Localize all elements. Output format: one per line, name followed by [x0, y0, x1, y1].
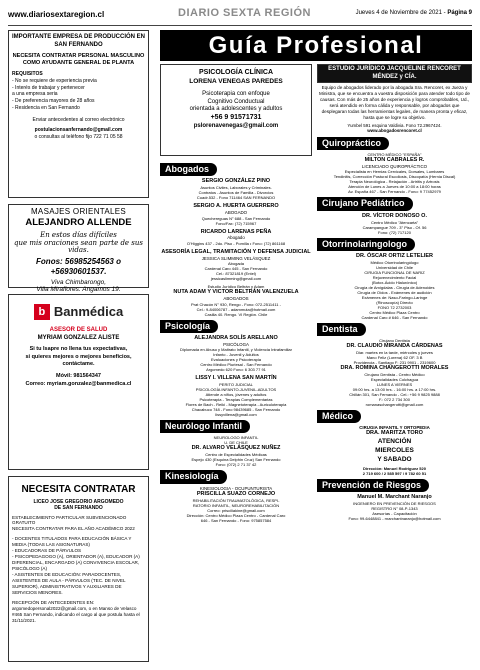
- listing-line: Asesorías - Capacitación: [372, 510, 417, 516]
- listing-line: lissyvillena@gmail.com: [215, 412, 257, 418]
- listing-line: CENTRO MÉDICO "ESPAÑA": [367, 152, 422, 158]
- listing-line: LUNES A VIERNES: [376, 381, 413, 387]
- listing-line: Cardenal Caro 445 - San Fernando: [204, 266, 268, 272]
- listing-name: LISSY I. VILLENA SAN MARTÍN: [195, 375, 277, 382]
- date-line: Jueves 4 de Noviembre de 2021 - Página 9: [355, 10, 472, 16]
- listing-line: Fono: 99-6448841 - rnarchantnaranjo@hotmail.com: [348, 515, 441, 521]
- right-column: [317, 64, 472, 521]
- listing-line: ABOGADOS: [223, 296, 249, 302]
- listing-line: Contratos - Asuntos de Familia - Divorcios: [198, 190, 274, 196]
- listing-line: Abogado: [227, 235, 245, 241]
- job-ad-produccion: [8, 30, 149, 198]
- ad-paragraph: - ASISTENTES DE EDUCACIÓN: PARADOCENTES, ASISTENTES DE AULA - PÁRVULOS (TEC. DE NIVEL SUPERIOR), ADMINISTRATIVOS Y AUXILIARES DE SERVICIOS MENORES.: [12, 572, 126, 596]
- masajes-address: Villa Miraflores. Angamos 19.: [36, 286, 121, 294]
- masajes-name: ALEJANDRO ALLENDE: [25, 217, 132, 228]
- phone-line: o consultas al teléfono fijo 722 71 05 58: [34, 134, 123, 141]
- listing-line: FONO 72 2732003: [377, 304, 412, 310]
- send-text: Enviar antecedentes al correo electrónico: [32, 116, 125, 123]
- ad-paragraph: NECESITA CONTRATAR PARA EL AÑO ACADÉMICO 2022: [12, 526, 135, 532]
- banmedica-ad: [8, 294, 149, 470]
- listing-line: Dirección: Centro Médico Plaza Centro - Cardenal Caro: [186, 512, 286, 518]
- psicologia-clinica-ad: [160, 64, 312, 156]
- listing-line: Chillán 301, San Fernando - Cel.: +56 9 9825 9888: [349, 391, 440, 397]
- asesor-role: ASESOR DE SALUD: [49, 327, 108, 334]
- listing-line: Atención de Lunes a Jueves de 10:00 a 18:00 horas: [348, 184, 441, 190]
- listing-line: Quechereguas N° 688 - San Fernando: [201, 215, 271, 221]
- listing-line: CIRUGIA INFANTIL Y ORTOPEDIA: [359, 424, 430, 430]
- listing-line: Infanto - Juvenil y Adultos: [213, 352, 259, 358]
- section-otorrino: Otorrinolaringologo: [317, 238, 415, 251]
- center-column: [160, 64, 312, 523]
- listing-name: SERGIO GONZÁLEZ PINO: [201, 178, 271, 185]
- listing-line: Fono: (072) 2 71 37 42: [215, 462, 257, 468]
- listing-line: Carampangue 709 - 3° Piso - Of. 56: [362, 224, 427, 230]
- atencion-label: MIERCOLES: [375, 447, 414, 455]
- section-dentista: Dentista: [317, 323, 366, 336]
- listing-line: Centro Médico Plaza Centro: [369, 309, 420, 315]
- mobile: Móvil: 981564347: [56, 372, 101, 379]
- listing-line: Cirujano Dentista - Centro Médico: [364, 371, 425, 377]
- masajes-title: MASAJES ORIENTALES: [30, 207, 127, 216]
- listing-line: Centro Médico "Atencarta": [370, 219, 419, 225]
- listing-line: 646 - San Fernando - Fono: 975857584: [200, 517, 272, 523]
- ad-title: PSICOLOGÍA CLÍNICA: [198, 69, 274, 76]
- listing-name: DR. VÍCTOR DONOSO O.: [362, 212, 427, 219]
- listing-line: PSICÓLOGA: [223, 341, 249, 347]
- req-item: a una empresa seria: [12, 91, 58, 98]
- listing-line: KINESIOLOGIA - OCUPUNTURISTA: [199, 485, 273, 491]
- listing-line: Correo: prisciliakine@gmail.com: [207, 507, 265, 513]
- listing-line: Cirugía de Oídos - Exámenes de audición: [357, 289, 432, 295]
- listing-line: Prat Chacón N° 930, Rengo - Fono: 072-2511411 -: [191, 301, 281, 307]
- estudio-web[interactable]: www.abogadosrencoret.cl: [367, 128, 422, 134]
- listing-line: Diplomada en Abuso y Maltrato Infantil, y Violencia Intrafamiliar: [180, 347, 292, 353]
- listing-name: DRA. ROMINA CHANGEROTTI MORALES: [340, 364, 449, 371]
- estudio-text: Equipo de abogados liderado por la abogada Sra. Rencoret, ex Jueza y Ministra, que se encuentra a vuestra disposición para atender todo tipo de causas. Con más de 25 años de experiencia y logros comprobables, Ud., será atendido en forma cálida y responsable, por abogados que desplegaran todas las herramientas legales, de manera pronta y eficaz, hasta que se logre su objetivo.: [319, 85, 470, 120]
- req-item: - No se requiere de experiencia previa: [12, 77, 97, 84]
- page-header: [8, 6, 472, 26]
- listing-line: Providencia - Santiago F: 231 9901 - 2319600: [353, 359, 436, 365]
- email-link[interactable]: postulacionsanfernando@gmail.com: [34, 127, 123, 134]
- ad-title: IMPORTANTE EMPRESA DE PRODUCCIÓN EN SAN FERNANDO: [12, 34, 146, 48]
- ad-paragraph: ESTABLECIMIENTO PARTICULAR SUBVENCIONADO GRATUITO: [12, 514, 127, 526]
- listing-line: F.: 072 2 734 300: [379, 396, 410, 402]
- website-url[interactable]: www.diariosextaregion.cl: [8, 10, 105, 19]
- listing-line: Tendinitis, Corrección Postural Escoliosis, Discopatía (Hernia Discal): [333, 174, 456, 180]
- masajes-phones: Fonos: 56985254563 o +56930601537.: [36, 256, 121, 276]
- listing-line: Cirujano Dentista: [379, 337, 410, 343]
- listing-line: ABOGADO: [224, 210, 248, 215]
- listing-line: RATORIO INFANTIL, NEUROREHABILITACIÓN: [192, 502, 280, 508]
- listing-line: O'Higgins 437 - 2do. Piso - Pomilla • Fono: (72) 861168: [186, 240, 286, 246]
- listing-name: ALEJANDRA SOLÍS ARELLANO: [194, 334, 278, 341]
- liceo-city: DE SAN FERNANDO: [54, 505, 103, 511]
- listing-line: (Rinoscopía) Directo: [376, 299, 413, 305]
- ad-line: contáctame.: [62, 361, 95, 368]
- listing-name: SERGIO A. HUERTA GUERRERO: [193, 203, 279, 210]
- ad-name: LORENA VENEGAS PAREDES: [189, 77, 283, 85]
- section-prevencion-riesgos: Prevención de Riesgos: [317, 479, 429, 492]
- listing-line: Asuntos Civiles, Laborales y Criminales.: [200, 185, 272, 191]
- listing-line: PSICOLOGÍA INFANTO-JUVENIL-ADULTOS: [195, 387, 277, 393]
- listing-line: U. DE CHILE: [224, 440, 248, 446]
- listing-name: NUTA ADAM Y VICTOR BELTRÁN VALENZUELA: [173, 289, 299, 296]
- left-column: [8, 30, 149, 668]
- ad-phone: +56 9 91571731: [210, 114, 262, 122]
- listing-line: Terapia Neurológica - Relajación - Artritis y Artrosis: [349, 179, 440, 185]
- listing-line: CIRUGIA FUNCIONAL DE NARIZ: [364, 269, 425, 275]
- listing-name: Manuel M. Marchant Naranjo: [357, 494, 432, 500]
- listing-line: Cel.: 9-84006787 - adammuta@hotmail.com: [196, 306, 276, 312]
- listing-line: Rejuvenecimiento Facial: [372, 274, 417, 280]
- masajes-sub: que mis oraciones sean parte de sus vidas.: [14, 238, 143, 255]
- estudio-phone: Yumbel 591 esquina Valdivia. Fono 72.2967424.: [347, 122, 442, 128]
- listing-line: Centro Médico Pluriesal - San Fernando: [200, 362, 272, 368]
- listing-line: romanaschangerotti@gmail.com: [365, 401, 424, 407]
- masajes-sub: En estos días difíciles: [40, 230, 117, 239]
- listing-line: Cel.: 87321819 (Entel): [215, 271, 257, 277]
- banmedica-brand: Banmédica: [53, 304, 124, 319]
- atencion-label: Y SABADO: [377, 455, 412, 463]
- listing-line: LICENCIADO QUIROPRÁCTICO: [361, 163, 428, 169]
- listing-line: Estudio Jurídico Beltrán y Adam: [207, 284, 265, 290]
- banmedica-logo: [12, 304, 145, 320]
- estudio-juridico-title: ESTUDIO JURÍDICO JACQUELINE RENCORET MÉNDEZ y CÍA.: [317, 64, 472, 83]
- listing-line: INGENIERO EN PREVENCIÓN DE RIESGOS: [353, 500, 436, 506]
- liceo-job-ad: [8, 476, 149, 662]
- listing-line: Cuadr.532 - Fono 711464 SAN FERNANDO: [196, 195, 276, 201]
- listing-line: Diar. martes en la tarde, miércoles y jueves: [356, 349, 433, 355]
- listing-line: Argomedo 620 Fono: 6 303 77 91: [206, 367, 266, 373]
- listing-line: REHABILITACIÓN TRAUMATOLÓGICA, RESPI-: [192, 497, 280, 503]
- listing-line: Mano Feliz (Lorena) 62 OF. 3 B: [366, 354, 423, 360]
- listing-name: DR. ALVARO VELÁSQUEZ NUÑEZ: [191, 445, 281, 452]
- listing-line: Espejo 430 (Esquina Delphin Cruz) San Fernando: [191, 457, 281, 463]
- listing-line: Casilla 40. Rengo. VI Región. Chile: [204, 311, 268, 317]
- listing-line: Abogada: [227, 261, 244, 267]
- ad-line: Cognitivo Conductual: [207, 98, 265, 105]
- req-item: - De preferencia mayores de 28 años: [12, 98, 95, 105]
- section-cirujano-pediatrico: Cirujano Pediátrico: [317, 197, 413, 210]
- ad-paragraph: - EDUCADORAS DE PÁRVULOS: [12, 548, 82, 554]
- ad-line: si quieres mejores o mejores beneficios,: [25, 353, 132, 360]
- masthead: DIARIO SEXTA REGIÓN: [178, 7, 311, 19]
- listing-line: Fono/Fax: (72) 715967: [215, 220, 257, 226]
- email[interactable]: Correo: myriam.gonzalez@banmedica.cl: [25, 381, 132, 388]
- ad-subtitle: NECESITA CONTRATAR PERSONAL MASCULINO COMO AYUDANTE GENERAL DE PLANTA: [12, 52, 145, 66]
- section-medico: Médico: [317, 410, 361, 423]
- listing-line: Flores de Bach - Reiki - Magnetoterapia - Auriculoterapia: [185, 402, 287, 408]
- asesor-name: MYRIAM GONZALEZ ALISTE: [37, 334, 120, 341]
- ad-paragraph: - PSICOPEDAGOGO (A), ORIENTADOR (A), EDUCADOR (A) DIFERENCIAL, ENCARGADO (A) CONVIVENCIA ESCOLAR, PSICÓLOGO (A): [12, 554, 140, 572]
- listing-name: PRISCILLA SUAZO CORNEJO: [196, 491, 276, 497]
- listing-line: Chacabuco 748 - Fono 98439685 - San Fernando: [191, 407, 281, 413]
- listing-line: Cardenal Caro # 646 - San Fernando: [361, 314, 428, 320]
- req-item: - Interés de trabajar y pertenecer: [12, 84, 85, 91]
- section-abogados: Abogados: [160, 163, 217, 176]
- liceo-school: LICEO JOSE GREGORIO ARGOMEDO: [33, 498, 124, 505]
- listing-line: Psicoterapia - Terapias Complementarias: [199, 397, 273, 403]
- listing-line: Atiende a niños, jóvenes y adultos: [205, 392, 267, 398]
- listing-line: Especialista en Hernias Cervicales, Dorsales, Lumbares: [344, 169, 445, 175]
- liceo-title: NECESITA CONTRATAR: [21, 484, 136, 495]
- listing-line: Fono: (72) 717120: [378, 229, 411, 235]
- ad-line: Psicoterapia con enfoque: [202, 90, 270, 97]
- listing-line: Centro de Especialidades Médicas: [205, 452, 267, 458]
- req-item: - Residencia en San Fernando: [12, 104, 80, 111]
- listing-line: Especialidades Colchagua: [370, 376, 419, 382]
- masajes-ad: [8, 204, 149, 294]
- listing-line: JESSICA SLIMMING VELÁSQUEZ: [201, 255, 271, 261]
- ad-line: Si tu Isapre no llena tus expectativas,: [29, 346, 128, 353]
- listing-line: 09:00 hrs. a 13:00 hrs. - 16:00 hrs. a 17:00 hrs.: [352, 386, 437, 392]
- listing-name: DR. ÓSCAR ORTIZ LETELIER: [356, 252, 433, 259]
- banmedica-logo-icon: b: [34, 304, 50, 320]
- listing-name: DR. CLAUDIO MIRANDA CÁRDENAS: [346, 342, 443, 349]
- masajes-address: Viva Chimbarongo,: [50, 278, 107, 286]
- ad-paragraph: RECEPCIÓN DE ANTECEDENTES EN: argomedopersonal2022@gmail.com, o en Manso de Velasco #465 San Fernando, indicando el cargo al que postula hasta el 31/11/2021.: [12, 600, 140, 623]
- listing-line: Evaluaciones y Psicoterapia: [210, 357, 262, 363]
- ad-email[interactable]: pslorenavenegas@gmail.com: [193, 123, 279, 130]
- listing-line: (Botox-Ácido Hialurónico): [371, 279, 418, 285]
- listing-line: Cirugía de Amígdalas - Cirugía de Adenoides: [354, 284, 435, 290]
- ad-paragraph: - DOCENTES TITULADOS PARA EDUCACIÓN BÁSICA Y MEDIA (TODAS LAS ASIGNATURAS): [12, 536, 132, 548]
- listing-name: MILTON CABRALES R.: [364, 157, 425, 164]
- listing-line: jessicaslimming@gmail.com: [210, 276, 262, 282]
- listing-name: RICARDO LARENAS PEÑA: [200, 228, 272, 235]
- listing-line: Av. España 467 - San Fernando - Fono: 9 77452979: [348, 189, 441, 195]
- listing-line: REGISTRO N° 08-P-1343: [371, 505, 418, 511]
- listing-line: PERITO JUDICIAL: [219, 382, 253, 388]
- listing-name: ASESORÍA LEGAL, TRAMITACIÓN Y DEFENSA JUDICIAL: [161, 248, 311, 255]
- section-neurologo: Neurólogo Infantil: [160, 420, 250, 433]
- atencion-label: ATENCIÓN: [377, 438, 412, 446]
- listing-line: Universidad de Chile: [376, 264, 413, 270]
- listing-line: Médico Otorrinolaringólogo: [370, 259, 419, 265]
- section-kinesiologia: Kinesiología: [160, 470, 227, 483]
- listing-line: Dirección: Manuel Rodriguez 520: [363, 465, 426, 471]
- listing-name: DRA. MARITZA TORO: [366, 430, 423, 437]
- section-psicologia: Psicología: [160, 320, 218, 333]
- guia-profesional-banner: Guía Profesional: [160, 30, 472, 61]
- listing-line: NEUROLOGO INFANTIL: [213, 435, 259, 441]
- listing-line: 2 719 600 / 2 585 597 / 9 782 60 51: [362, 470, 427, 476]
- ad-line: orientada a adolescentes y adultos: [189, 106, 283, 113]
- req-title: REQUISITOS: [12, 71, 43, 78]
- section-quiropractico: Quiropráctico: [317, 137, 389, 150]
- listing-line: Exámenes de: Naso-Faringo-Laringe: [361, 294, 428, 300]
